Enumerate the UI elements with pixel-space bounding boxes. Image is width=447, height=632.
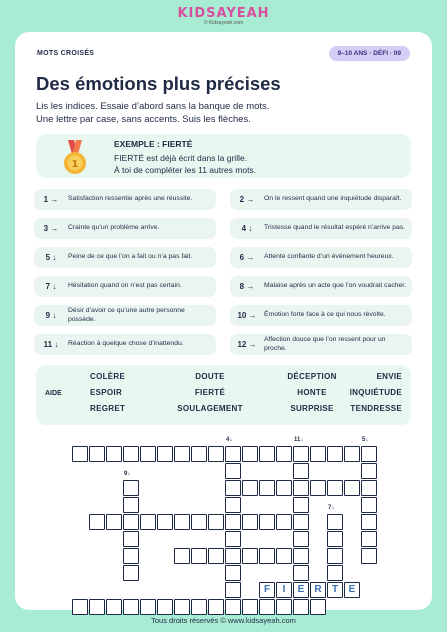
grid-cell[interactable]: [123, 514, 139, 530]
clue-item: [34, 334, 216, 355]
grid-cell[interactable]: [123, 480, 139, 496]
grid-cell[interactable]: [242, 548, 258, 564]
grid-cell[interactable]: [89, 446, 105, 462]
grid-cell[interactable]: [208, 514, 224, 530]
example-text: [114, 153, 256, 176]
grid-clue-label: 9↓: [124, 471, 131, 477]
grid-cell[interactable]: [293, 548, 309, 564]
grid-cell[interactable]: [208, 446, 224, 462]
grid-cell[interactable]: [208, 599, 224, 615]
grid-cell[interactable]: [361, 548, 377, 564]
clue-item: [230, 247, 412, 268]
medal-icon: [62, 140, 88, 176]
grid-cell[interactable]: [259, 599, 275, 615]
grid-cell[interactable]: [327, 514, 343, 530]
grid-cell[interactable]: [225, 582, 241, 598]
grid-cell[interactable]: [123, 446, 139, 462]
clue-number: 6 →: [239, 253, 255, 262]
clue-text: Crainte qu’un problème arrive.: [68, 224, 160, 232]
grid-cell[interactable]: [259, 514, 275, 530]
clue-text: Attente confiante d’un événement heureux.: [264, 253, 394, 261]
clue-number: 5 ↓: [45, 253, 57, 262]
instruction-line: Lis les indices. Essaie d’abord sans la banque de mots.: [36, 101, 270, 112]
grid-cell[interactable]: [174, 446, 190, 462]
grid-cell[interactable]: [259, 446, 275, 462]
grid-cell[interactable]: [327, 480, 343, 496]
grid-cell[interactable]: T: [327, 582, 343, 598]
example-line: À toi de compléter les 11 autres mots.: [114, 164, 257, 175]
word-bank: [36, 365, 411, 425]
clue-text: Réaction à quelque chose d’inattendu.: [68, 340, 184, 348]
clue-number: 1 →: [43, 195, 59, 204]
grid-cell[interactable]: [276, 480, 292, 496]
clue-item: [34, 305, 216, 326]
grid-cell[interactable]: [310, 599, 326, 615]
grid-cell[interactable]: [174, 514, 190, 530]
bank-word: SURPRISE: [290, 404, 334, 413]
grid-cell[interactable]: [191, 599, 207, 615]
grid-cell[interactable]: [157, 599, 173, 615]
bank-word: ESPOIR: [90, 388, 123, 397]
bank-word: TENDRESSE: [350, 404, 402, 413]
grid-cell[interactable]: [242, 446, 258, 462]
clue-number: 2 →: [239, 195, 255, 204]
instructions: [36, 100, 269, 126]
bank-word: HONTE: [297, 388, 327, 397]
grid-cell[interactable]: [191, 548, 207, 564]
clue-text: Hésitation quand on n’est pas certain.: [68, 282, 182, 290]
grid-cell[interactable]: [293, 531, 309, 547]
grid-cell[interactable]: [174, 599, 190, 615]
level-text: 9–10 ANS: [337, 50, 368, 57]
grid-cell[interactable]: [106, 446, 122, 462]
grid-cell[interactable]: [140, 514, 156, 530]
clue-item: [34, 218, 216, 239]
grid-cell[interactable]: [123, 565, 139, 581]
grid-cell[interactable]: [310, 480, 326, 496]
grid-cell[interactable]: [123, 599, 139, 615]
clue-item: [34, 189, 216, 210]
grid-cell[interactable]: I: [276, 582, 292, 598]
grid-cell[interactable]: [293, 565, 309, 581]
grid-cell[interactable]: [293, 446, 309, 462]
clue-item: [230, 305, 412, 326]
grid-cell[interactable]: E: [293, 582, 309, 598]
bank-word: INQUIÉTUDE: [349, 388, 402, 397]
grid-cell[interactable]: [106, 599, 122, 615]
svg-text:1: 1: [71, 159, 79, 170]
grid-cell[interactable]: [293, 480, 309, 496]
clue-item: [230, 189, 412, 210]
grid-clue-label: 4↓: [226, 437, 233, 443]
grid-cell[interactable]: E: [344, 582, 360, 598]
grid-cell[interactable]: [344, 480, 360, 496]
grid-cell[interactable]: [361, 446, 377, 462]
grid-cell[interactable]: [174, 548, 190, 564]
grid-cell[interactable]: [293, 514, 309, 530]
clue-text: Satisfaction ressentie après une réussite.: [68, 195, 193, 203]
grid-clue-label: 7↓: [328, 505, 335, 511]
grid-cell[interactable]: [191, 514, 207, 530]
grid-cell[interactable]: [140, 446, 156, 462]
grid-cell[interactable]: [225, 446, 241, 462]
grid-cell[interactable]: [225, 480, 241, 496]
badge-separator: ·: [369, 50, 372, 57]
grid-cell[interactable]: [123, 497, 139, 513]
grid-cell[interactable]: [225, 548, 241, 564]
clue-text: Peine de ce que l’on a fait ou n’a pas fait.: [68, 253, 193, 261]
instruction-line: Une lettre par case, sans accents. Suis les flèches.: [36, 114, 251, 125]
grid-cell[interactable]: [72, 599, 88, 615]
clue-text: On le ressent quand une inquiétude disparaît.: [264, 195, 402, 203]
grid-cell[interactable]: [361, 514, 377, 530]
grid-cell[interactable]: [140, 599, 156, 615]
logo-tagline: © Kidsayeah.com: [203, 20, 244, 26]
clue-text: Tristesse quand le résultat espéré n’arrive pas.: [264, 224, 406, 232]
grid-cell[interactable]: R: [310, 582, 326, 598]
grid-cell[interactable]: [327, 446, 343, 462]
grid-cell[interactable]: [191, 446, 207, 462]
clue-text: Malaise après un acte que l’on voudrait cacher.: [264, 282, 407, 290]
worksheet-type: MOTS CROISÉS: [37, 50, 95, 57]
grid-clue-label: 11↓: [294, 437, 304, 443]
bank-word: DOUTE: [195, 372, 225, 381]
clue-number: 12 →: [237, 340, 257, 349]
clue-number: 4 ↓: [241, 224, 253, 233]
grid-cell[interactable]: [123, 531, 139, 547]
grid-cell[interactable]: [89, 514, 105, 530]
clue-item: [230, 276, 412, 297]
grid-cell[interactable]: [310, 446, 326, 462]
grid-cell[interactable]: [293, 599, 309, 615]
grid-cell[interactable]: [361, 463, 377, 479]
grid-cell[interactable]: F: [259, 582, 275, 598]
clue-number: 8 →: [239, 282, 255, 291]
grid-cell[interactable]: [259, 548, 275, 564]
clue-text: Affection douce que l’on ressent pour un proche.: [264, 336, 386, 352]
grid-cell[interactable]: [327, 565, 343, 581]
grid-cell[interactable]: [276, 548, 292, 564]
word-bank-label: AIDE: [45, 390, 62, 397]
grid-cell[interactable]: [361, 497, 377, 513]
grid-cell[interactable]: [123, 548, 139, 564]
clue-number: 9 ↓: [45, 311, 57, 320]
grid-cell[interactable]: [276, 446, 292, 462]
grid-cell[interactable]: [344, 446, 360, 462]
grid-cell[interactable]: [293, 497, 309, 513]
example-box: [36, 134, 411, 178]
bank-word: ENVIE: [376, 372, 402, 381]
grid-cell[interactable]: [225, 514, 241, 530]
clue-number: 7 ↓: [45, 282, 57, 291]
grid-cell[interactable]: [276, 599, 292, 615]
grid-cell[interactable]: [72, 446, 88, 462]
grid-cell[interactable]: [157, 514, 173, 530]
example-line: FIERTÉ est déjà écrit dans la grille.: [114, 153, 248, 163]
grid-cell[interactable]: [89, 599, 105, 615]
challenge-text: DÉFI · 09: [373, 50, 401, 57]
grid-cell[interactable]: [259, 480, 275, 496]
grid-cell[interactable]: [225, 599, 241, 615]
grid-cell[interactable]: [327, 531, 343, 547]
bank-word: FIERTÉ: [194, 388, 226, 397]
grid-cell[interactable]: [242, 514, 258, 530]
grid-cell[interactable]: [106, 514, 122, 530]
bank-word: DÉCEPTION: [287, 372, 337, 381]
grid-cell[interactable]: [327, 548, 343, 564]
clue-number: 11 ↓: [43, 340, 59, 349]
grid-cell[interactable]: [293, 463, 309, 479]
bank-word: SOULAGEMENT: [177, 404, 243, 413]
grid-cell[interactable]: [242, 480, 258, 496]
grid-cell[interactable]: [276, 514, 292, 530]
grid-cell[interactable]: [225, 565, 241, 581]
grid-clue-label: 5↓: [362, 437, 369, 443]
page-title: Des émotions plus précises: [36, 73, 281, 94]
clue-item: [230, 218, 412, 239]
logo-wordmark: KIDSAYEAH: [177, 6, 270, 21]
grid-cell[interactable]: [361, 531, 377, 547]
clue-number: 10 →: [237, 311, 257, 320]
clue-text: Émotion forte face à ce qui nous révolte.: [264, 311, 386, 319]
clue-item: [34, 276, 216, 297]
clue-text: Désir d’avoir ce qu’une autre personne possède.: [68, 307, 185, 323]
logo: [0, 6, 447, 26]
grid-cell[interactable]: [225, 497, 241, 513]
clue-number: 3 →: [43, 224, 59, 233]
grid-cell[interactable]: [242, 599, 258, 615]
grid-cell[interactable]: [225, 531, 241, 547]
grid-cell[interactable]: [208, 548, 224, 564]
grid-cell[interactable]: [361, 480, 377, 496]
level-badge: [329, 46, 410, 61]
bank-word: REGRET: [90, 404, 126, 413]
grid-cell[interactable]: [225, 463, 241, 479]
footer-copyright: Tous droits réservés © www.kidsayeah.com: [151, 616, 296, 625]
grid-cell[interactable]: [157, 446, 173, 462]
clue-item: [230, 334, 412, 355]
example-heading: EXEMPLE : FIERTÉ: [114, 139, 193, 149]
clue-item: [34, 247, 216, 268]
bank-word: COLÈRE: [90, 372, 126, 381]
